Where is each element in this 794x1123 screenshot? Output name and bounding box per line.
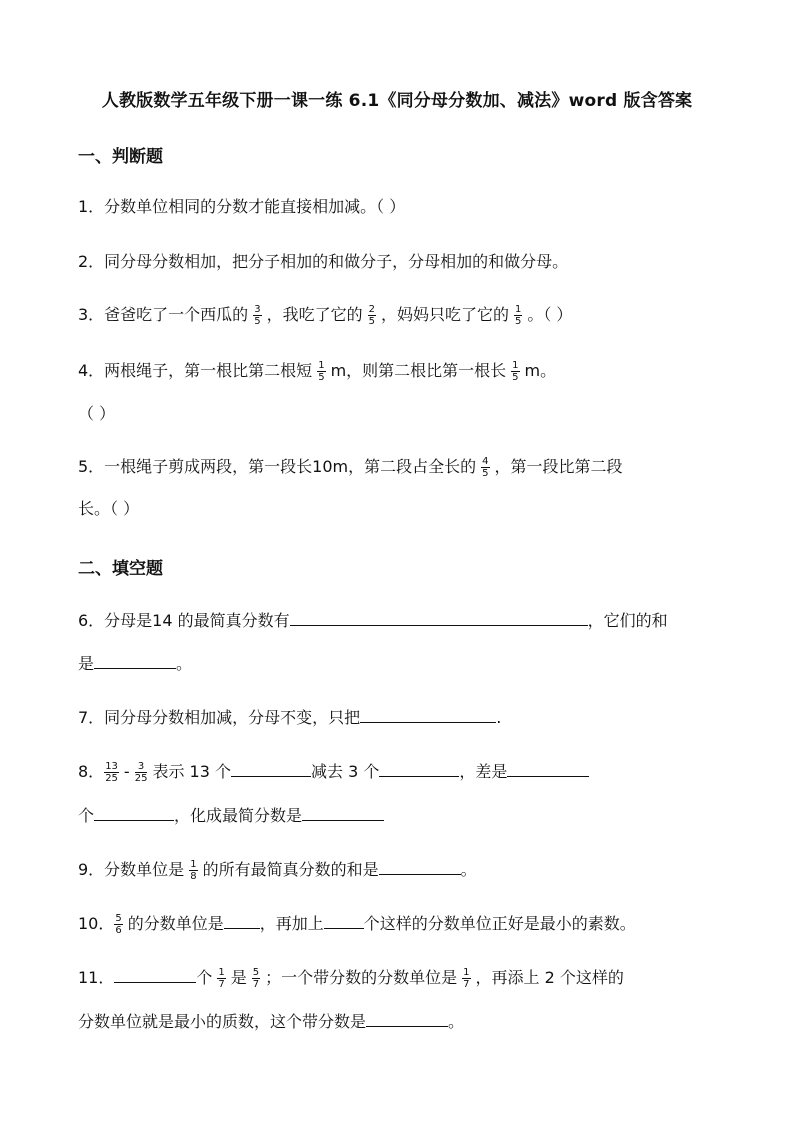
q11-text-b: 个	[196, 968, 213, 987]
question-2: 2．同分母分数相加，把分子相加的和做分子，分母相加的和做分母。	[78, 252, 569, 271]
numerator: 5	[115, 913, 122, 924]
denominator: 25	[134, 773, 148, 784]
fraction	[104, 761, 119, 784]
answer-blank[interactable]	[366, 1008, 448, 1027]
question-11	[78, 964, 624, 990]
section-heading-fill-blank: 二、填空题	[78, 559, 163, 579]
question-4-answer-paren: （ ）	[78, 404, 116, 423]
q3-text-b: ，我吃了它的	[266, 305, 363, 324]
fraction	[514, 304, 522, 327]
denominator: 5	[368, 316, 375, 327]
q4-text-b: m，则第二根比第一根长	[330, 361, 507, 380]
denominator: 5	[254, 316, 261, 327]
answer-blank[interactable]	[360, 704, 496, 723]
question-5	[78, 455, 623, 479]
fraction	[189, 859, 197, 882]
question-6	[78, 607, 668, 633]
q8-text-b: 减去 3 个	[310, 762, 380, 781]
numerator: 1	[218, 967, 225, 978]
q6-text-d: 。	[176, 654, 193, 673]
answer-blank[interactable]	[302, 802, 384, 821]
q11-text-e: ，再添上 2 个这样的	[475, 968, 624, 987]
question-5-cont: 长。（ ）	[78, 499, 140, 518]
q4-text-a: 4．两根绳子，第一根比第二根短	[78, 361, 313, 380]
answer-blank[interactable]	[94, 802, 174, 821]
numerator: 1	[514, 304, 522, 315]
denominator: 8	[190, 871, 197, 882]
q9-text-c: 。	[460, 860, 477, 879]
numerator: 4	[482, 456, 489, 467]
question-3	[78, 303, 572, 327]
q4-text-c: m。	[524, 361, 557, 380]
numerator: 1	[463, 967, 470, 978]
question-1: 1．分数单位相同的分数才能直接相加减。（ ）	[78, 197, 406, 216]
denominator: 5	[482, 468, 489, 479]
q5-text-b: ，第一段比第二段	[494, 457, 623, 476]
q3-text-a: 3．爸爸吃了一个西瓜的	[78, 305, 249, 324]
fraction	[252, 967, 260, 990]
fraction	[135, 761, 148, 784]
question-8	[78, 758, 589, 784]
denominator: 5	[318, 372, 325, 383]
q11-text-d: ；一个带分数的分数单位是	[265, 968, 458, 987]
fraction	[511, 360, 519, 383]
denominator: 7	[218, 979, 225, 990]
denominator: 7	[252, 979, 260, 990]
numerator: 1	[318, 360, 325, 371]
fraction	[462, 967, 470, 990]
q6-text-a: 6．分母是14 的最简真分数有	[78, 611, 290, 630]
q8-text-a: 表示 13 个	[152, 762, 231, 781]
fraction	[253, 304, 261, 327]
question-6-cont	[78, 650, 192, 676]
denominator: 5	[514, 316, 522, 327]
q10-text-b: 的分数单位是	[127, 914, 224, 933]
q10-text-a: 10．	[78, 914, 115, 933]
numerator: 1	[512, 360, 519, 371]
q8-text-pre: 8．	[78, 762, 105, 781]
numerator: 3	[137, 761, 145, 772]
q5-text-a: 5．一根绳子剪成两段，第一段长10m，第二段占全长的	[78, 457, 477, 476]
fraction	[114, 913, 122, 936]
denominator: 7	[463, 979, 470, 990]
denominator: 25	[105, 773, 118, 784]
answer-blank[interactable]	[231, 758, 311, 777]
answer-blank[interactable]	[114, 964, 196, 983]
numerator: 2	[368, 304, 375, 315]
page-title: 人教版数学五年级下册一课一练 6.1《同分母分数加、减法》word 版含答案	[101, 91, 693, 111]
q11-text-g: 。	[448, 1012, 465, 1031]
denominator: 5	[512, 372, 519, 383]
fraction	[368, 304, 376, 327]
fraction	[217, 967, 225, 990]
numerator: 1	[190, 859, 197, 870]
answer-blank[interactable]	[94, 650, 176, 669]
fraction	[317, 360, 325, 383]
q10-text-c: ，再加上	[259, 914, 324, 933]
q11-text-f: 分数单位就是最小的质数，这个带分数是	[78, 1012, 367, 1031]
numerator: 13	[105, 761, 118, 772]
numerator: 3	[254, 304, 261, 315]
question-8-cont	[78, 802, 384, 828]
answer-blank[interactable]	[224, 910, 260, 929]
question-7	[78, 704, 501, 730]
numerator: 5	[252, 967, 260, 978]
answer-blank[interactable]	[507, 758, 589, 777]
question-11-cont	[78, 1008, 464, 1034]
q7-text-b: .	[496, 708, 502, 727]
fraction	[481, 456, 489, 479]
section-heading-judgement: 一、判断题	[78, 147, 163, 167]
q3-text-d: 。（ ）	[527, 305, 573, 324]
q8-text-e: ，化成最简分数是	[174, 806, 303, 825]
denominator: 6	[115, 925, 122, 936]
question-4	[78, 359, 556, 383]
q3-text-c: ，妈妈只吃了它的	[380, 305, 509, 324]
q6-text-c: 是	[78, 654, 95, 673]
answer-blank[interactable]	[379, 856, 461, 875]
question-10	[78, 910, 636, 936]
q6-text-b: ，它们的和	[587, 611, 668, 630]
q9-text-a: 9．分数单位是	[78, 860, 185, 879]
q11-text-c: 是	[230, 968, 247, 987]
answer-blank[interactable]	[324, 910, 364, 929]
q8-text-c: ，差是	[459, 762, 508, 781]
q8-text-d: 个	[78, 806, 95, 825]
q7-text-a: 7．同分母分数相加减，分母不变，只把	[78, 708, 361, 727]
q11-text-a: 11．	[78, 968, 115, 987]
question-9	[78, 856, 477, 882]
minus-sign: -	[123, 762, 130, 781]
answer-blank[interactable]	[379, 758, 459, 777]
q10-text-d: 个这样的分数单位正好是最小的素数。	[363, 914, 636, 933]
q9-text-b: 的所有最简真分数的和是	[202, 860, 379, 879]
answer-blank[interactable]	[290, 607, 588, 626]
